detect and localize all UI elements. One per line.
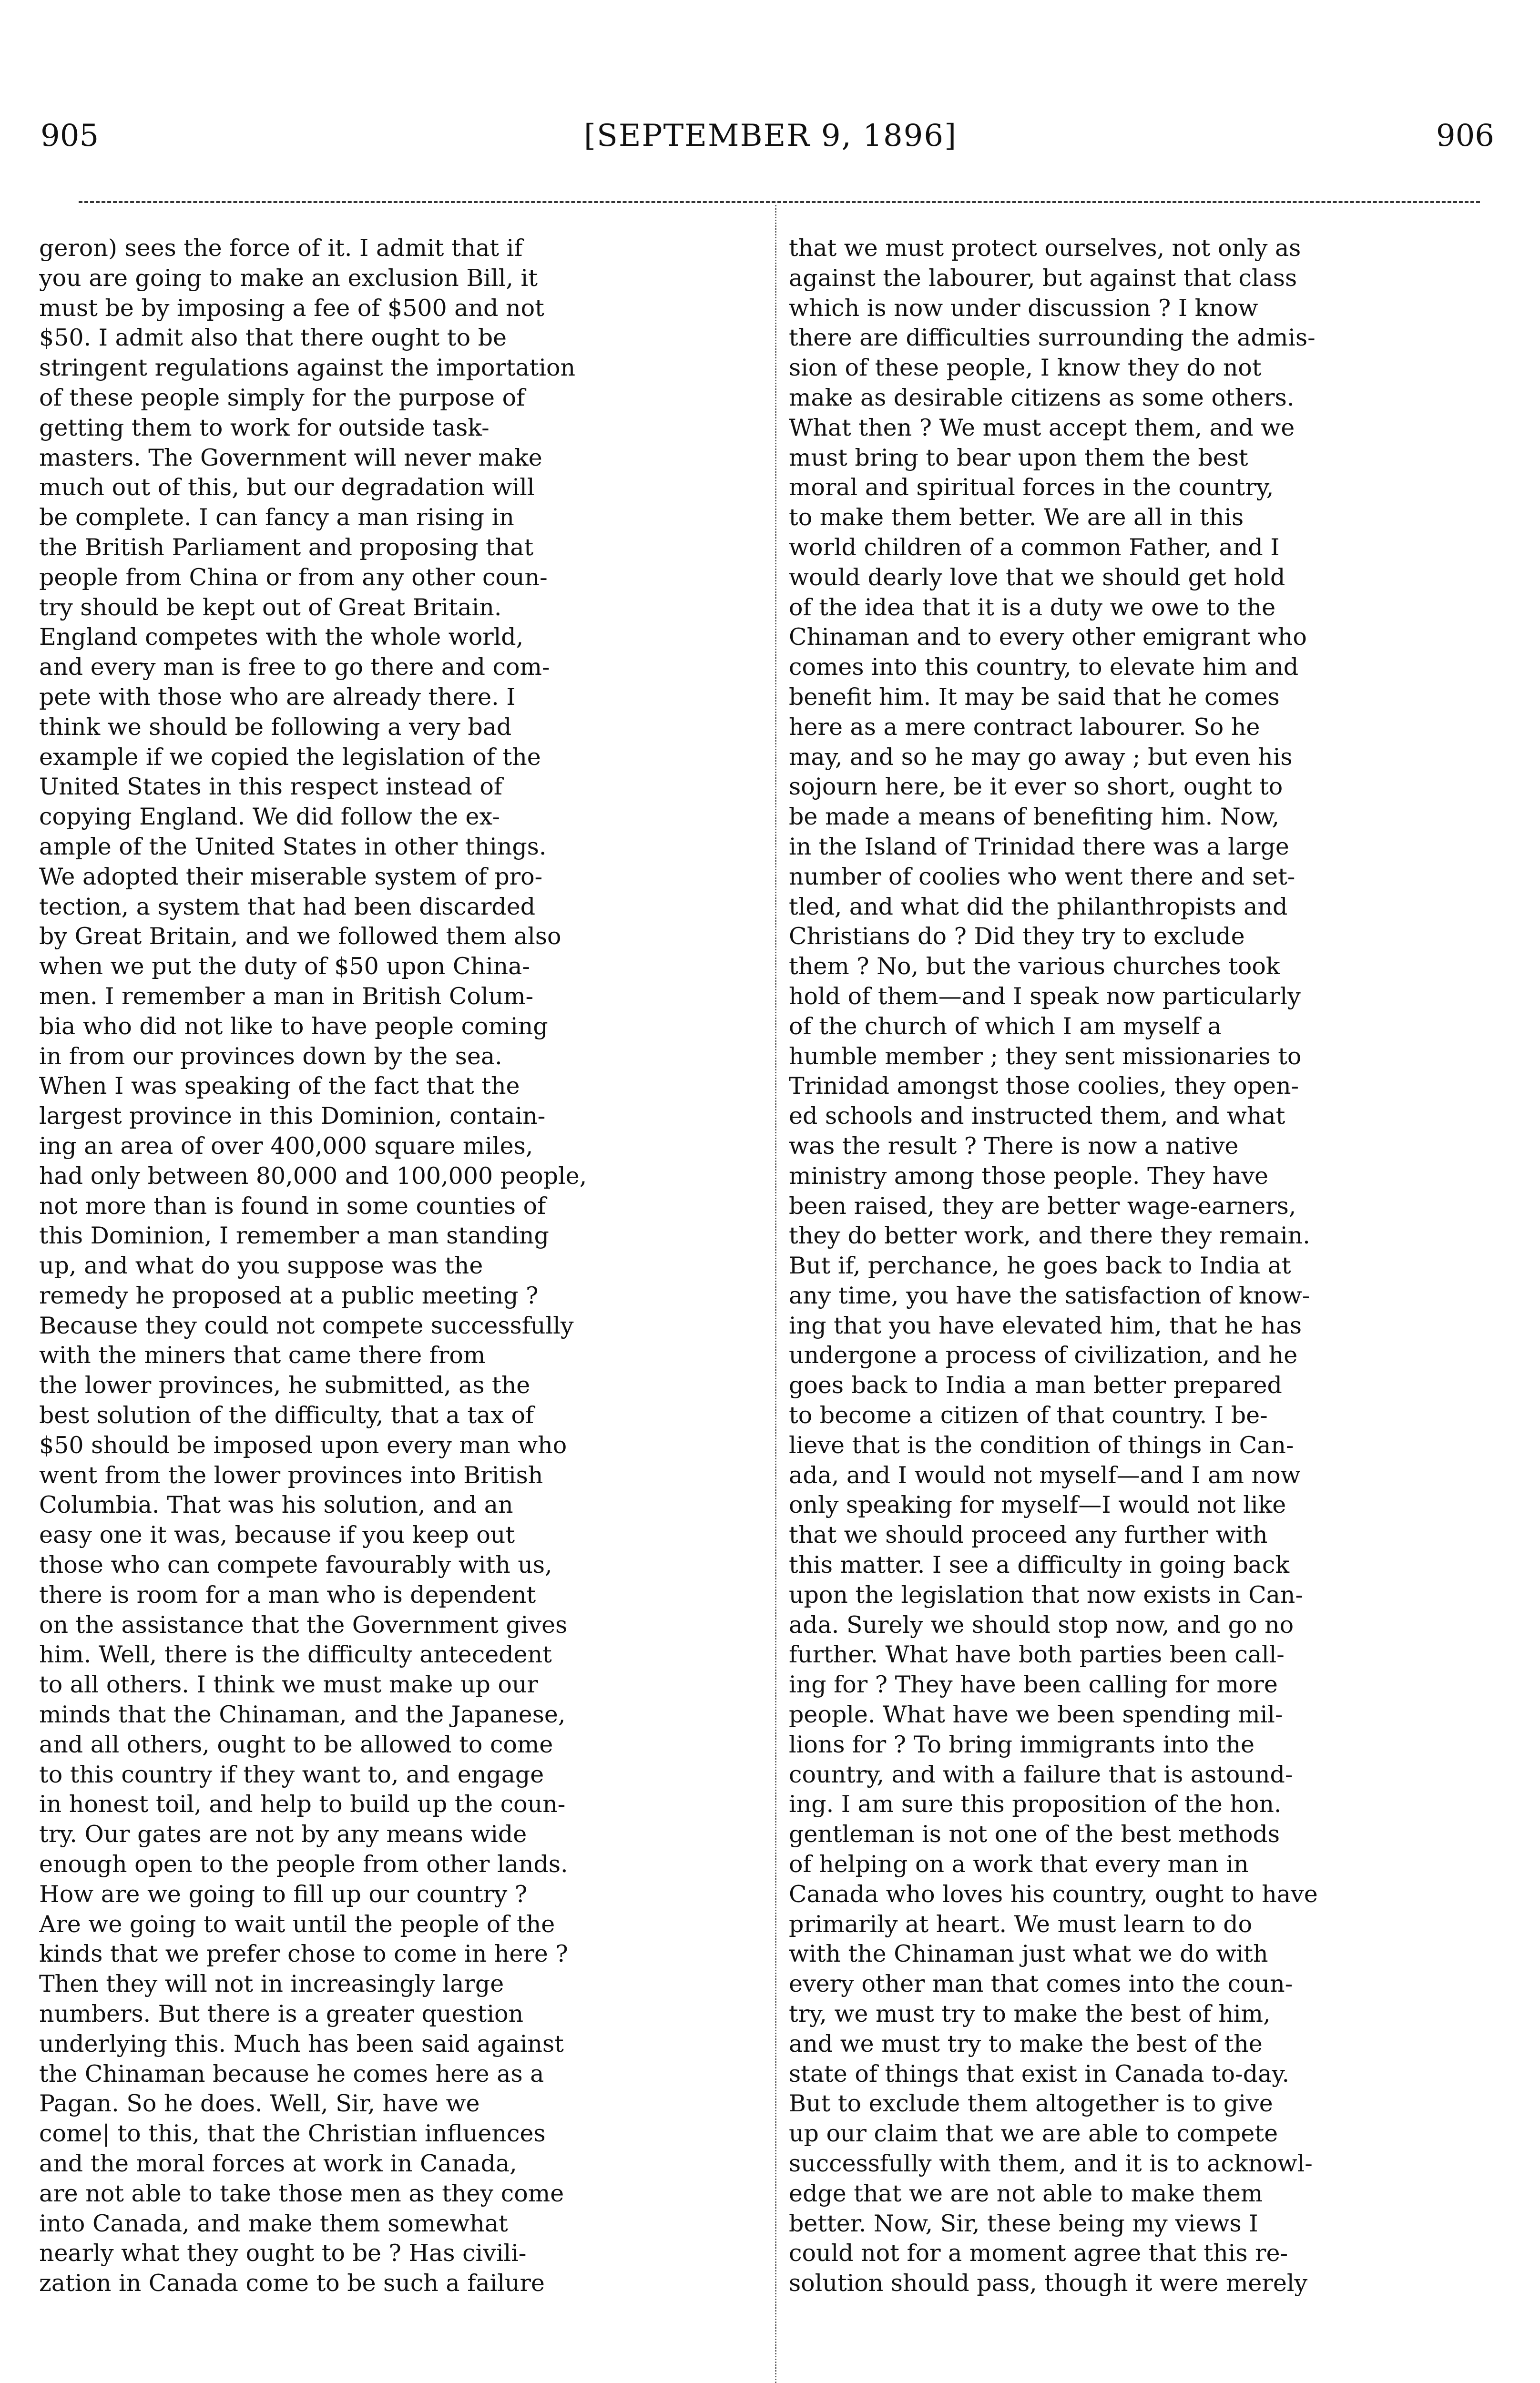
text-line: try. Our gates are not by any means wide [39,1821,527,1848]
text-line: when we put the duty of $50 upon China- [39,953,530,980]
text-line: Then they will not in increasingly large [39,1970,504,1998]
text-line: with the miners that came there from [39,1342,486,1369]
text-line: better. Now, Sir, these being my views I [789,2210,1258,2237]
text-line: pete with those who are already there. I [39,683,516,711]
text-line: those who can compete favourably with us, [39,1551,552,1579]
text-line: be made a means of benefiting him. Now, [789,803,1279,831]
text-line: went from the lower provinces into British [39,1461,543,1489]
text-line: and all others, ought to be allowed to come [39,1731,553,1758]
text-line: lions for ? To bring immigrants into the [789,1731,1255,1758]
text-line: When I was speaking of the fact that the [39,1072,520,1100]
text-line: But if, perchance, he goes back to India at [789,1252,1291,1280]
text-line: geron) sees the force of it. I admit that if [39,234,523,262]
text-line: Christians do ? Did they try to exclude [789,923,1245,950]
text-line: kinds that we prefer chose to come in here ? [39,1940,568,1968]
text-line: underlying this. Much has been said against [39,2030,564,2057]
right-column [789,234,1487,2299]
text-line: which is now under discussion ? I know [789,294,1258,322]
text-line: been raised, they are better wage-earners, [789,1192,1296,1220]
text-line: with the Chinaman just what we do with [789,1940,1268,1968]
text-line: they do better work, and there they remain. [789,1222,1310,1250]
text-line: ada. Surely we should stop now, and go no [789,1611,1294,1639]
text-line: United States in this respect instead of [39,773,502,801]
text-line: try should be kept out of Great Britain. [39,593,502,621]
column-separator [775,205,776,2383]
text-line: tection, a system that had been discarded [39,893,536,920]
text-line: country, and with a failure that is astound- [789,1761,1293,1788]
text-line: state of things that exist in Canada to-day. [789,2060,1290,2088]
text-line: much out of this, but our degradation will [39,474,535,501]
text-line: up, and what do you suppose was the [39,1252,483,1280]
text-line: getting them to work for outside task- [39,414,490,441]
text-line: and the moral forces at work in Canada, [39,2150,517,2177]
text-line: of the idea that it is a duty we owe to the [789,593,1276,621]
page-number-left: 905 [41,118,99,153]
text-line: undergone a process of civilization, and he [789,1342,1298,1369]
text-line: not more than is found in some counties of [39,1192,546,1220]
text-line: Trinidad amongst those coolies, they open- [789,1072,1299,1100]
text-line: make as desirable citizens as some others. [789,384,1295,411]
text-line: and we must try to make the best of the [789,2030,1263,2057]
text-line: largest province in this Dominion, contain- [39,1102,546,1130]
header-rule [79,201,1480,203]
text-line: Pagan. So he does. Well, Sir, have we [39,2090,480,2118]
text-line: ample of the United States in other things. [39,833,547,860]
text-line: easy one it was, because if you keep out [39,1521,515,1549]
text-line: enough open to the people from other lands. [39,1851,568,1878]
text-line: Chinaman and to every other emigrant who [789,623,1307,651]
text-line: in the Island of Trinidad there was a large [789,833,1289,860]
text-line: that we must protect ourselves, not only as [789,234,1301,262]
text-line: must bring to bear upon them the best [789,444,1248,471]
text-line: bia who did not like to have people coming [39,1012,548,1040]
text-line: had only between 80,000 and 100,000 people, [39,1162,587,1190]
text-line: solution should pass, though it were merely [789,2270,1308,2297]
text-line: are not able to take those men as they come [39,2179,564,2207]
text-line: to all others. I think we must make up our [39,1671,538,1699]
text-line: example if we copied the legislation of the [39,743,541,771]
text-line: every other man that comes into the coun- [789,1970,1293,1998]
text-line: try, we must try to make the best of him, [789,2000,1271,2028]
text-line: But to exclude them altogether is to give [789,2090,1273,2118]
text-line: masters. The Government will never make [39,444,542,471]
text-line: there is room for a man who is dependent [39,1581,536,1609]
text-line: may, and so he may go away ; but even his [789,743,1293,771]
text-line: lieve that is the condition of things in Can- [789,1431,1294,1459]
text-line: humble member ; they sent missionaries to [789,1042,1302,1070]
text-line: that we should proceed any further with [789,1521,1268,1549]
text-line: best solution of the difficulty, that a tax of [39,1402,534,1429]
text-line: benefit him. It may be said that he comes [789,683,1280,711]
text-line: was the result ? There is now a native [789,1132,1239,1160]
text-line: minds that the Chinaman, and the Japanese, [39,1701,566,1729]
text-line: only speaking for myself—I would not like [789,1491,1286,1519]
text-line: zation in Canada come to be such a failure [39,2270,545,2297]
text-line: by Great Britain, and we followed them also [39,923,561,950]
text-line: successfully with them, and it is to acknowl- [789,2150,1313,2177]
text-line: ada, and I would not myself—and I am now [789,1461,1301,1489]
text-line: the Chinaman because he comes here as a [39,2060,544,2088]
text-line: would dearly love that we should get hold [789,563,1285,591]
text-line: people. What have we been spending mil- [789,1701,1283,1729]
text-line: ing. I am sure this proposition of the hon. [789,1791,1282,1818]
text-line: of these people simply for the purpose of [39,384,525,411]
text-line: come| to this, that the Christian influences [39,2120,546,2148]
text-line: gentleman is not one of the best methods [789,1821,1280,1848]
text-line: up our claim that we are able to compete [789,2120,1278,2148]
text-line: the lower provinces, he submitted, as the [39,1372,530,1399]
text-line: comes into this country, to elevate him and [789,653,1299,681]
text-line: Columbia. That was his solution, and an [39,1491,513,1519]
header-date: [SEPTEMBER 9, 1896] [584,118,958,153]
text-line: to make them better. We are all in this [789,504,1244,531]
page-number-right: 906 [1436,118,1494,153]
text-line: world children of a common Father, and I [789,533,1280,561]
text-line: tled, and what did the philanthropists and [789,893,1288,920]
text-line: of the church of which I am myself a [789,1012,1222,1040]
text-line: be complete. I can fancy a man rising in [39,504,514,531]
text-line: ing for ? They have been calling for more [789,1671,1278,1699]
text-line: We adopted their miserable system of pro- [39,863,543,890]
text-line: further. What have both parties been call- [789,1641,1285,1669]
text-line: sojourn here, be it ever so short, ought to [789,773,1283,801]
text-line: in honest toil, and help to build up the coun- [39,1791,566,1818]
text-line: $50 should be imposed upon every man who [39,1431,567,1459]
text-line: of helping on a work that every man in [789,1851,1249,1878]
text-line: here as a mere contract labourer. So he [789,713,1260,741]
text-line: ing an area of over 400,000 square miles, [39,1132,533,1160]
text-line: you are going to make an exclusion Bill, it [39,264,538,292]
text-line: and every man is free to go there and com- [39,653,550,681]
text-line: edge that we are not able to make them [789,2179,1263,2207]
text-line: there are difficulties surrounding the admis- [789,324,1316,352]
text-line: ed schools and instructed them, and what [789,1102,1285,1130]
text-line: moral and spiritual forces in the country, [789,474,1274,501]
text-line: hold of them—and I speak now particularly [789,982,1301,1010]
text-line: Because they could not compete successfully [39,1312,574,1339]
text-line: Canada who loves his country, ought to have [789,1880,1318,1908]
text-line: nearly what they ought to be ? Has civili- [39,2240,527,2267]
page-header [41,110,1494,162]
text-line: people from China or from any other coun- [39,563,548,591]
text-line: ing that you have elevated him, that he has [789,1312,1302,1339]
text-line: into Canada, and make them somewhat [39,2210,508,2237]
text-line: him. Well, there is the difficulty antecedent [39,1641,552,1669]
text-line: them ? No, but the various churches took [789,953,1280,980]
text-line: upon the legislation that now exists in Can- [789,1581,1303,1609]
text-line: ministry among those people. They have [789,1162,1269,1190]
text-line: to this country if they want to, and engage [39,1761,544,1788]
text-line: remedy he proposed at a public meeting ? [39,1282,539,1309]
text-line: numbers. But there is a greater question [39,2000,524,2028]
text-line: England competes with the whole world, [39,623,524,651]
left-column [39,234,737,2299]
text-line: $50. I admit also that there ought to be [39,324,507,352]
text-line: this matter. I see a difficulty in going back [789,1551,1290,1579]
text-line: to become a citizen of that country. I be- [789,1402,1268,1429]
text-line: in from our provinces down by the sea. [39,1042,502,1070]
text-line: men. I remember a man in British Colum- [39,982,534,1010]
text-line: How are we going to fill up our country ? [39,1880,528,1908]
text-line: stringent regulations against the importation [39,354,576,382]
text-line: could not for a moment agree that this re- [789,2240,1288,2267]
text-line: this Dominion, I remember a man standing [39,1222,549,1250]
text-line: on the assistance that the Government gives [39,1611,568,1639]
text-line: number of coolies who went there and set- [789,863,1295,890]
text-line: think we should be following a very bad [39,713,512,741]
text-line: Are we going to wait until the people of the [39,1910,555,1938]
text-line: What then ? We must accept them, and we [789,414,1295,441]
text-line: the British Parliament and proposing that [39,533,534,561]
text-line: must be by imposing a fee of $500 and not [39,294,544,322]
text-line: goes back to India a man better prepared [789,1372,1282,1399]
text-line: against the labourer, but against that class [789,264,1297,292]
text-line: sion of these people, I know they do not [789,354,1262,382]
text-line: copying England. We did follow the ex- [39,803,500,831]
text-line: primarily at heart. We must learn to do [789,1910,1253,1938]
text-line: any time, you have the satisfaction of know- [789,1282,1310,1309]
